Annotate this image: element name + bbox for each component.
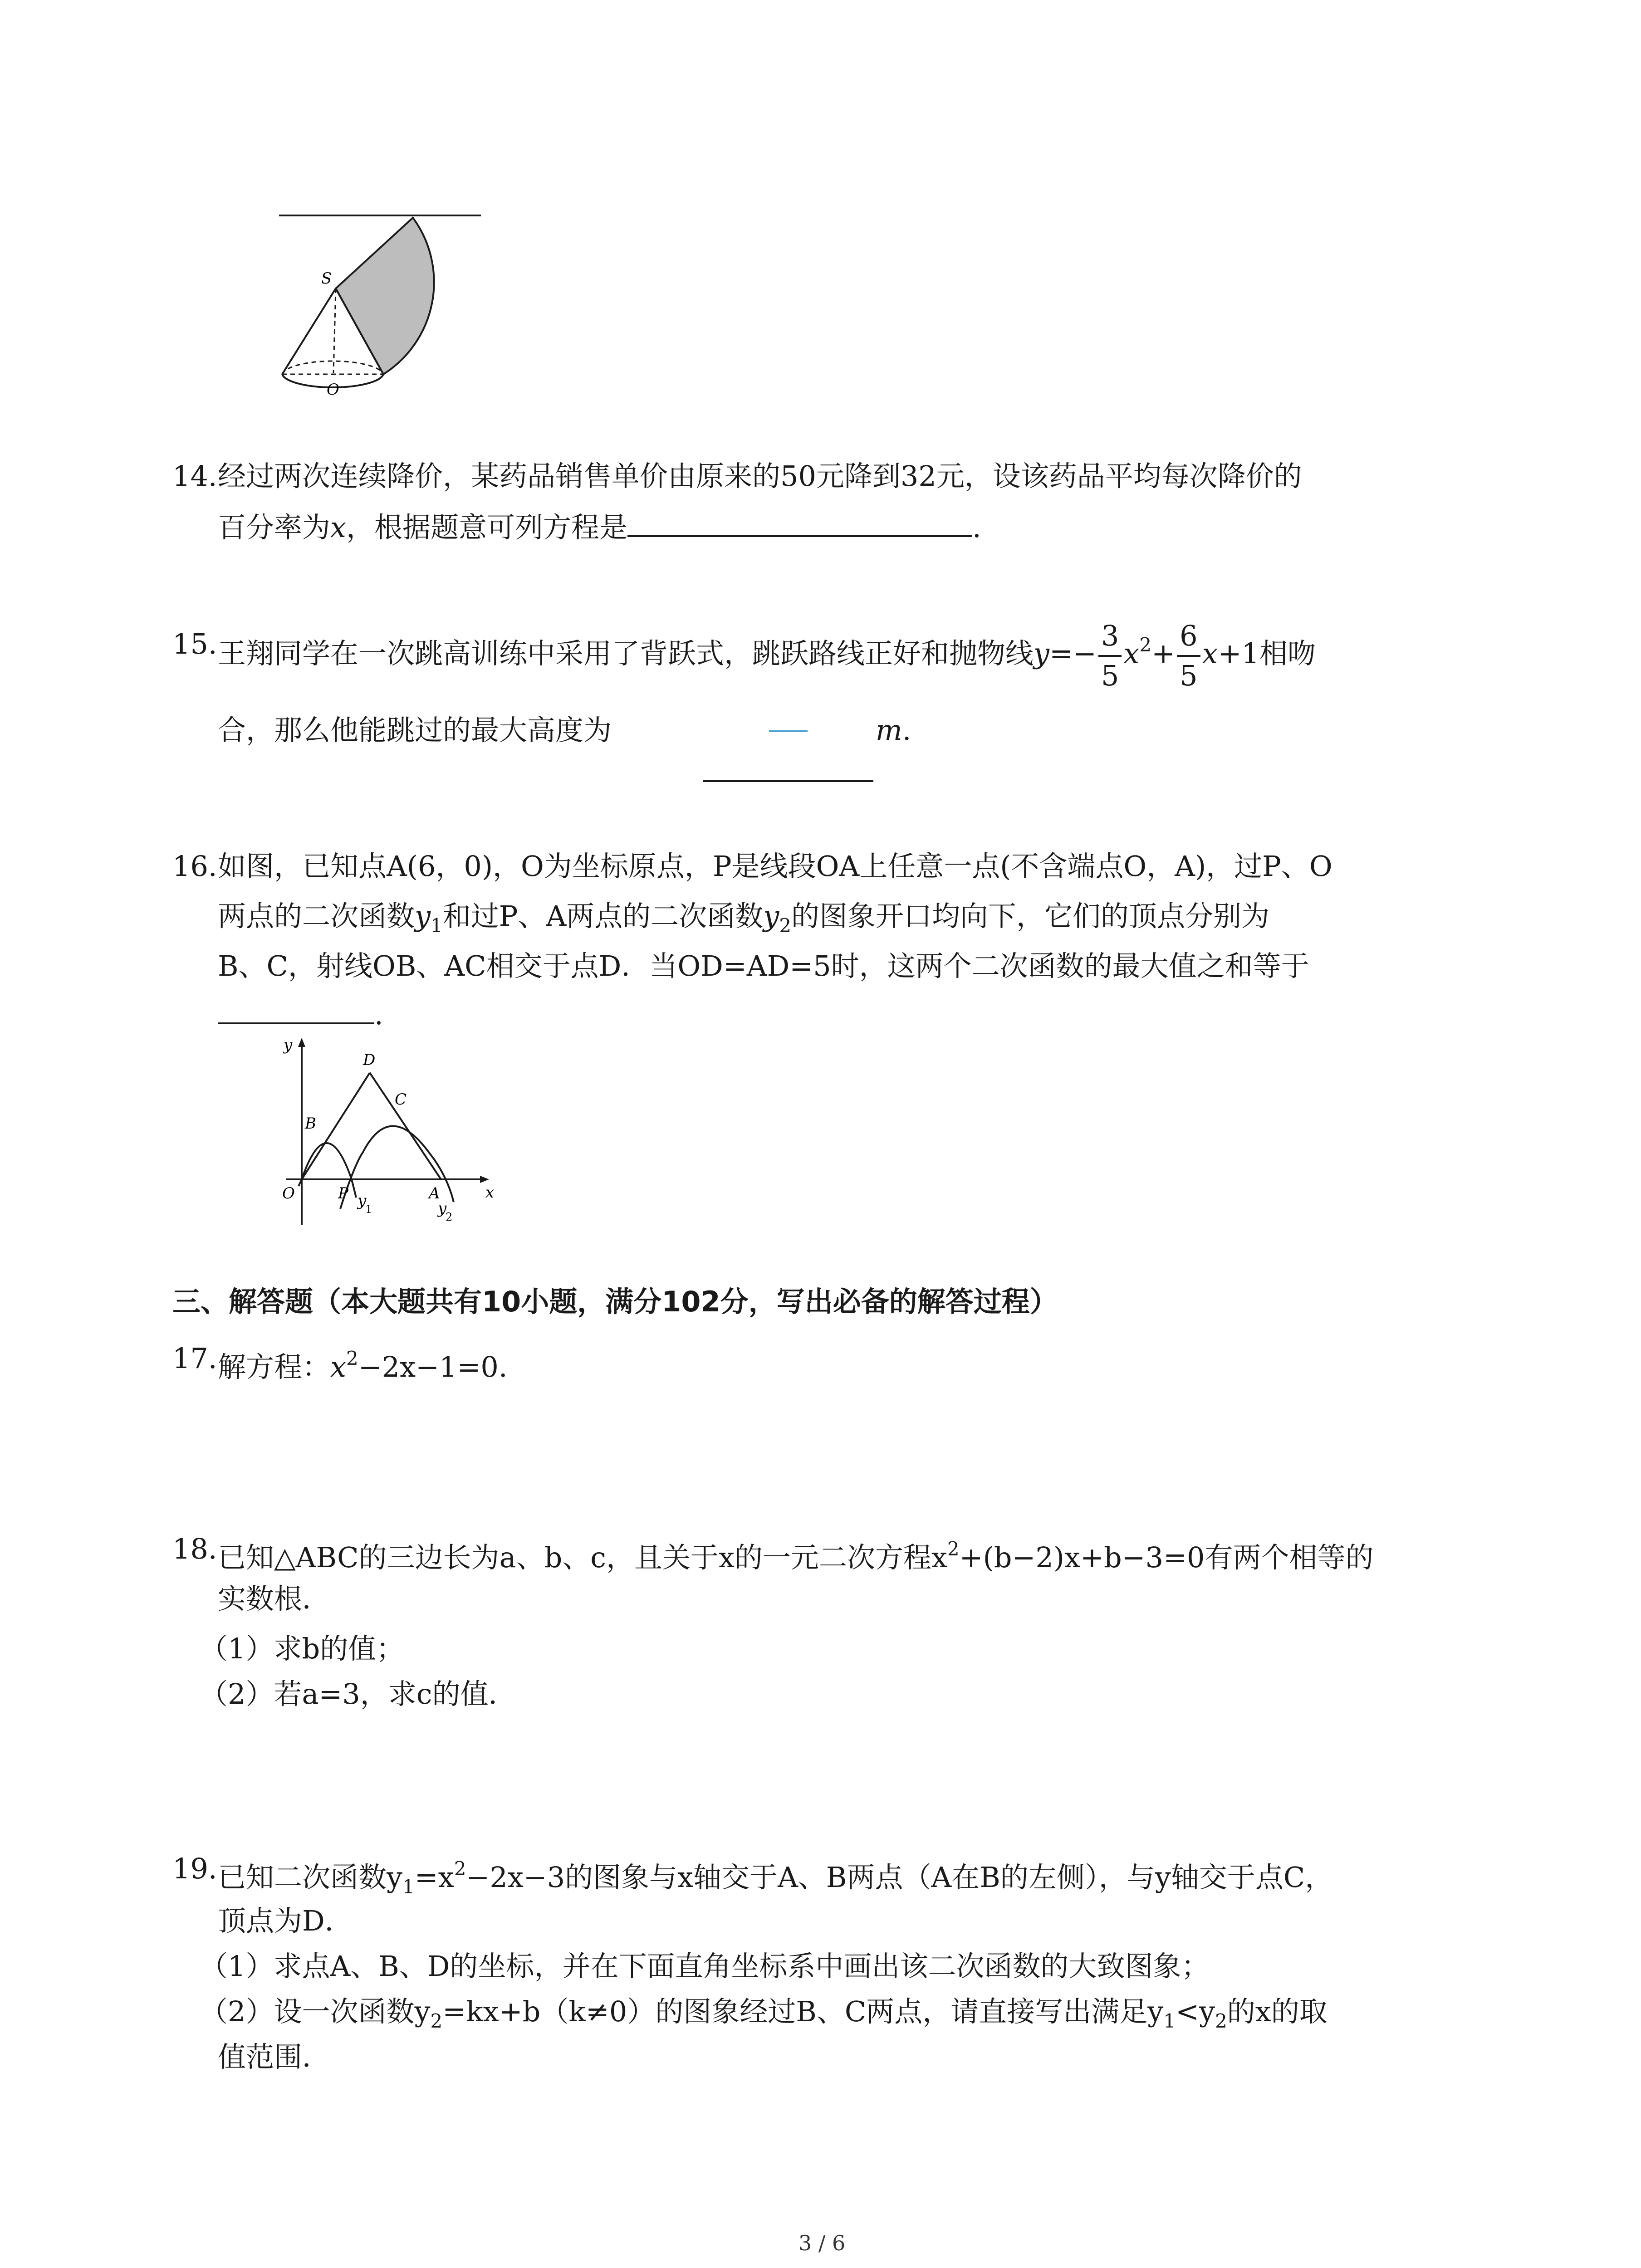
question-19-line-1 (218, 1851, 1333, 1905)
question-text: 的图象开口均向下，它们的顶点分别为 (791, 899, 1270, 933)
fraction-numerator: 6 (1177, 617, 1200, 657)
label-O: O (327, 381, 339, 399)
sub-question: （1）求b的值； (200, 1632, 405, 1665)
question-number: 14. (172, 459, 217, 493)
subscript: 2 (779, 914, 792, 937)
blue-dash-mark (769, 730, 808, 732)
question-text: 值范围． (218, 2040, 331, 2073)
page-number: 3 / 6 (798, 2231, 846, 2255)
fraction-3-5 (1098, 617, 1122, 695)
period: . (972, 511, 981, 544)
question-18-part-1 (200, 1631, 404, 1667)
question-17-line-1 (218, 1340, 508, 1385)
question-15 (172, 619, 1470, 807)
question-text: −2x−3的图象与x轴交于A、B两点（A在B的左侧），与y轴交于点C， (466, 1861, 1333, 1894)
exponent: 2 (454, 1857, 466, 1880)
function-y1: y (415, 899, 431, 933)
question-text: 如图，已知点A(6，0)，O为坐标原点，P是线段OA上任意一点(不含端点O，A)，过P、O (218, 850, 1332, 883)
label-S: S (321, 269, 332, 288)
sub-question: =kx+b（k≠0）的图象经过B、C两点，请直接写出满足y (442, 1995, 1164, 2028)
question-text: 相吻 (1259, 637, 1316, 670)
question-number: 15. (172, 627, 217, 660)
question-14 (172, 458, 1470, 549)
question-text: 解方程： (218, 1350, 331, 1383)
label-y2-subscript: 2 (446, 1211, 453, 1223)
question-15-line-2 (218, 712, 612, 748)
period: . (902, 714, 911, 747)
sub-question: <y (1176, 1995, 1215, 2028)
question-text: 经过两次连续降价，某药品销售单价由原来的50元降到32元，设该药品平均每次降价的 (218, 459, 1302, 493)
question-text: 已知二次函数y (218, 1861, 403, 1894)
label-y1-subscript: 1 (365, 1203, 372, 1216)
fraction-denominator: 5 (1180, 659, 1198, 692)
cone-sector-figure (272, 200, 508, 408)
sub-question: （1）求点A、B、D的坐标，并在下面直角坐标系中画出该二次函数的大致图象； (200, 1950, 1210, 1983)
section-heading: 三、解答题（本大题共有10小题，满分102分，写出必备的解答过程） (172, 1285, 1058, 1318)
exponent: 2 (1139, 634, 1152, 656)
question-16-line-4 (218, 993, 383, 1033)
answer-blank (627, 508, 972, 537)
question-18 (172, 1531, 1470, 1721)
subscript: 2 (430, 2010, 443, 2032)
parabola-figure (272, 1030, 508, 1238)
label-O: O (282, 1184, 295, 1202)
variable-x: x (330, 511, 346, 544)
question-text: ，根据题意可列方程是 (346, 511, 627, 544)
question-19-line-last (218, 2039, 330, 2075)
variable-x: x (330, 1350, 346, 1383)
question-number: 19. (172, 1852, 217, 1885)
sub-question: 的x的取 (1227, 1995, 1327, 2028)
question-16-line-3 (218, 948, 1309, 984)
equation-y: y (1034, 637, 1050, 670)
question-17 (172, 1340, 1470, 1386)
exponent: 2 (346, 1347, 358, 1369)
equation-x: x (1202, 637, 1218, 670)
label-C: C (395, 1090, 407, 1109)
question-text: B、C，射线OB、AC相交于点D．当OD=AD=5时，这两个二次函数的最大值之和等于 (218, 949, 1309, 982)
unit-m: m (876, 714, 902, 747)
equation-symbol: + (1151, 637, 1176, 670)
question-18-line-1 (218, 1531, 1373, 1576)
question-16 (172, 848, 1470, 1039)
fraction-6-5 (1177, 617, 1200, 695)
answer-blank (218, 993, 374, 1024)
question-text: 合，那么他能跳过的最大高度为 (218, 714, 612, 747)
fraction-numerator: 3 (1098, 617, 1122, 657)
question-19 (172, 1851, 1470, 2077)
label-y1: y (358, 1192, 367, 1210)
sub-question: （2）设一次函数y (200, 1995, 431, 2028)
question-text: 和过P、A两点的二次函数 (442, 899, 764, 933)
answer-blank (703, 780, 873, 782)
question-text: +(b−2)x+b−3=0有两个相等的 (959, 1541, 1374, 1574)
question-number: 16. (172, 850, 217, 883)
equation-symbol: +1 (1218, 637, 1259, 670)
question-text: 已知△ABC的三边长为a、b、c，且关于x的一元二次方程x (218, 1541, 947, 1574)
equation-x: x (1123, 637, 1140, 670)
label-P: P (338, 1184, 348, 1202)
label-y2: y (438, 1199, 447, 1217)
question-text: −2x−1=0. (358, 1350, 508, 1383)
exponent: 2 (947, 1538, 960, 1560)
subscript: 1 (402, 1876, 415, 1898)
question-text: =x (414, 1861, 454, 1894)
question-text: 实数根． (218, 1582, 331, 1615)
question-16-line-2 (218, 898, 1269, 944)
label-x-axis: x (485, 1183, 495, 1202)
question-14-line-1 (218, 458, 1302, 494)
question-text: 王翔同学在一次跳高训练中采用了背跃式，跳跃路线正好和抛物线 (218, 637, 1034, 670)
question-text: 顶点为D． (218, 1904, 353, 1937)
question-19-part-2 (200, 1994, 1327, 2039)
function-y2: y (763, 899, 779, 933)
subscript: 1 (431, 914, 443, 937)
question-19-part-1 (200, 1948, 1210, 1984)
subscript: 2 (1215, 2010, 1227, 2032)
sub-question: （2）若a=3，求c的值． (200, 1677, 517, 1711)
equation-symbol: =− (1049, 637, 1097, 670)
period: . (374, 998, 383, 1031)
question-text: 百分率为 (218, 511, 331, 544)
subscript: 1 (1163, 2010, 1176, 2032)
question-16-line-1 (218, 848, 1332, 885)
question-15-unit (876, 712, 911, 748)
question-18-part-2 (200, 1676, 517, 1712)
question-18-line-2 (218, 1581, 330, 1617)
label-A: A (429, 1184, 440, 1202)
question-number: 17. (172, 1342, 217, 1375)
question-15-line-1 (218, 617, 1316, 695)
fraction-denominator: 5 (1101, 659, 1119, 692)
label-B: B (305, 1114, 316, 1133)
question-19-line-2 (218, 1903, 353, 1939)
question-number: 18. (172, 1532, 217, 1565)
label-D: D (363, 1051, 376, 1069)
question-14-line-2 (218, 508, 981, 546)
label-y-axis: y (284, 1036, 293, 1054)
question-text: 两点的二次函数 (218, 899, 415, 933)
